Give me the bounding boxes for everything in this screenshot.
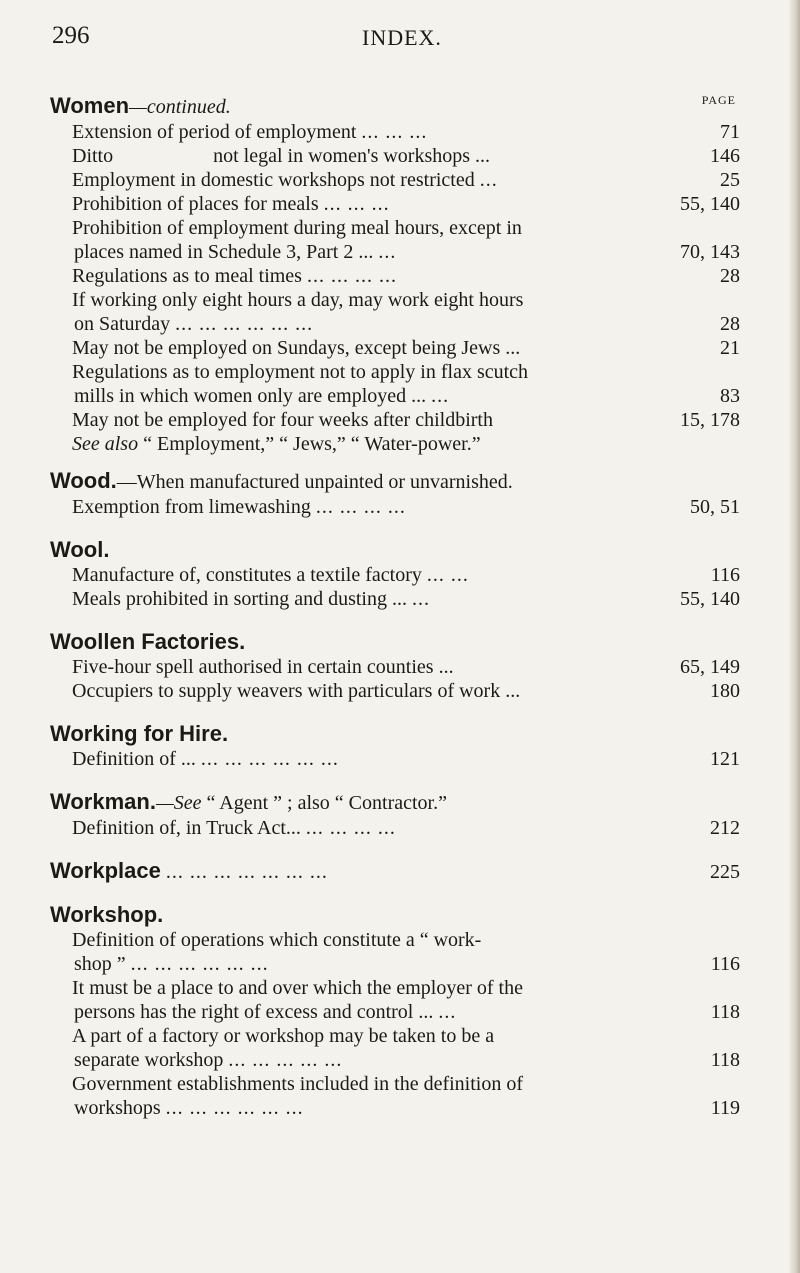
page-ref: 119: [710, 1097, 740, 1119]
index-entry: Manufacture of, constitutes a textile factory ... ... 116: [72, 564, 740, 586]
section-workplace: Workplace ... ... ... ... ... ... ... 225: [50, 858, 740, 883]
section-working-for-hire: [50, 721, 740, 771]
index-entry: Employment in domestic workshops not restricted ... 25: [72, 169, 740, 191]
index-entry: Exemption from limewashing ... ... ... ... 50, 51: [72, 496, 740, 518]
page-ref: 50, 51: [690, 496, 740, 518]
index-entry: Definition of ... ... ... ... ... ... ... 121: [72, 748, 740, 770]
index-entry: Regulations as to employment not to apply in flax scutch mills in which women only are employed ... ... 83: [72, 361, 740, 407]
index-entry: Prohibition of places for meals ... ... ... 55, 140: [72, 193, 740, 215]
section-heading: Working for Hire.: [50, 721, 229, 746]
page-ref: 180: [710, 680, 740, 702]
page-ref: 118: [710, 1001, 740, 1023]
section-wood: [50, 468, 740, 519]
page-ref: 116: [710, 564, 740, 586]
section-heading: Wool.: [50, 537, 110, 562]
section-heading: Women—continued.: [50, 93, 231, 118]
index-page: [50, 93, 740, 1120]
index-entry: May not be employed for four weeks after childbirth 15, 178: [72, 409, 740, 431]
page-ref: 55, 140: [680, 193, 740, 215]
section-women: [50, 93, 740, 456]
index-entry: May not be employed on Sundays, except being Jews ... 21: [72, 337, 740, 359]
index-entry: Five-hour spell authorised in certain counties ... 65, 149: [72, 656, 740, 678]
page-ref: 28: [720, 313, 740, 335]
index-entry: Occupiers to supply weavers with particulars of work ... 180: [72, 680, 740, 702]
page-ref: 146: [710, 145, 740, 167]
index-entry: Ditto not legal in women's workshops ... 146: [72, 145, 740, 167]
index-entry: Definition of, in Truck Act... ... ... ... ... 212: [72, 817, 740, 839]
section-wool: [50, 537, 740, 611]
index-entry: Government establishments included in the definition of workshops ... ... ... ... ... ... 119: [72, 1073, 740, 1119]
page-ref: 28: [720, 265, 740, 287]
index-entry: A part of a factory or workshop may be taken to be a separate workshop ... ... ... ... ... 118: [72, 1025, 740, 1071]
page-number: 296: [52, 22, 90, 49]
index-entry: Regulations as to meal times ... ... ... ... 28: [72, 265, 740, 287]
index-entry: Meals prohibited in sorting and dusting ... ... 55, 140: [72, 588, 740, 610]
page-ref: 65, 149: [680, 656, 740, 678]
running-head: [52, 22, 740, 62]
running-title: INDEX.: [362, 25, 442, 50]
section-heading: Woollen Factories.: [50, 629, 246, 654]
section-heading: Workshop.: [50, 902, 164, 927]
page-ref: 25: [720, 169, 740, 191]
page-ref: 118: [710, 1049, 740, 1071]
see-also-label: See also: [72, 433, 139, 455]
page-ref: 15, 178: [680, 409, 740, 431]
page-ref: 55, 140: [680, 588, 740, 610]
section-workshop: [50, 902, 740, 1120]
page-ref: 21: [720, 337, 740, 359]
index-entry: Prohibition of employment during meal hours, except in places named in Schedule 3, Part 2 ... ... 70, 143: [72, 217, 740, 263]
page-column-label: PAGE: [701, 93, 736, 107]
index-entry: If working only eight hours a day, may work eight hours on Saturday ... ... ... ... ... ... 28: [72, 289, 740, 335]
section-heading: Wood.—When manufactured unpainted or unvarnished.: [50, 468, 513, 493]
index-entry: Definition of operations which constitute a “ work- shop ” ... ... ... ... ... ... 116: [72, 929, 740, 975]
page-ref: 225: [710, 861, 740, 883]
index-entry: It must be a place to and over which the employer of the persons has the right of excess and control ... ... 118: [72, 977, 740, 1023]
page-ref: 83: [720, 385, 740, 407]
index-entry: Extension of period of employment ... ... ... 71: [72, 121, 740, 143]
page-ref: 121: [710, 748, 740, 770]
page-ref: 71: [720, 121, 740, 143]
page-edge-shadow: [788, 0, 800, 1273]
page-ref: 116: [710, 953, 740, 975]
see-also-entry: See also “ Employment,” “ Jews,” “ Water-power.”: [72, 433, 481, 455]
page-ref: 70, 143: [680, 241, 740, 263]
section-workman: [50, 789, 740, 840]
section-heading: Workman.—See “ Agent ” ; also “ Contractor.”: [50, 789, 447, 814]
page-ref: 212: [710, 817, 740, 839]
section-woollen-factories: [50, 629, 740, 703]
section-heading: Workplace: [50, 858, 161, 883]
